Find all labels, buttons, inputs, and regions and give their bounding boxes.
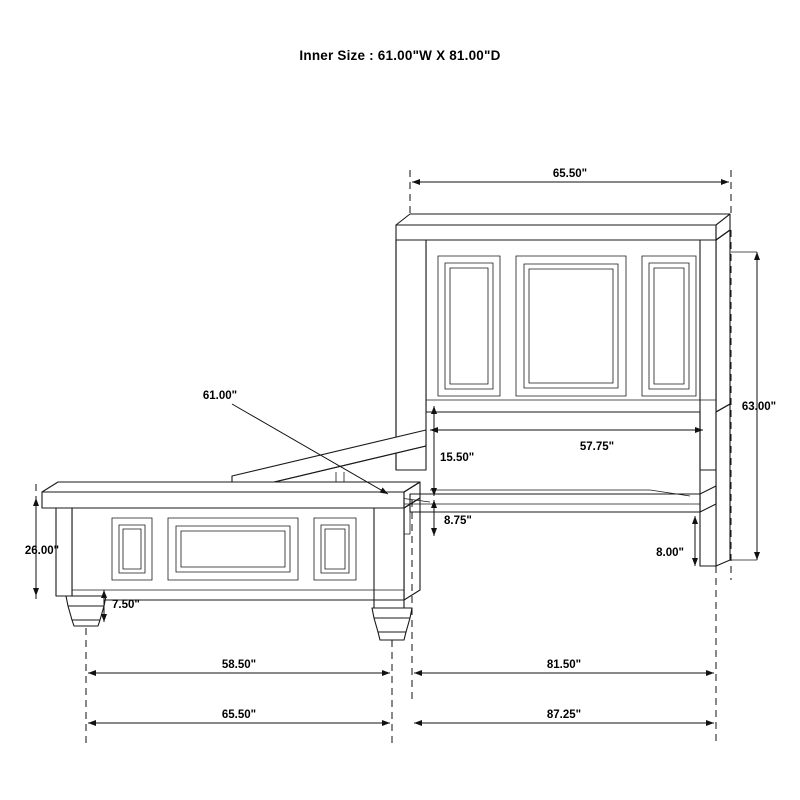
dimension-rail-clearance	[656, 516, 695, 566]
label-rail-lower-height: 8.75"	[444, 515, 472, 527]
label-headboard-height: 63.00"	[741, 401, 777, 413]
dimension-overall-length	[414, 709, 714, 723]
dimension-side-rail-length	[414, 659, 714, 673]
label-mattress-width: 61.00"	[202, 390, 238, 402]
label-overall-width: 65.50"	[221, 709, 257, 721]
dimension-footboard-width	[88, 659, 390, 673]
dimension-mattress-width	[203, 390, 388, 494]
label-footboard-width: 58.50"	[221, 659, 257, 671]
dimension-overall-width	[88, 709, 390, 723]
footboard-group	[42, 482, 420, 640]
label-footboard-height: 26.00"	[24, 545, 60, 557]
label-rail-clearance: 8.00"	[656, 547, 684, 559]
headboard-group	[396, 214, 730, 566]
label-headboard-width: 65.50"	[552, 168, 588, 180]
label-headboard-inner-width: 57.75"	[579, 441, 615, 453]
dimension-headboard-inner-width	[430, 430, 703, 453]
dimension-headboard-width	[412, 168, 729, 182]
dimension-headboard-height	[731, 252, 776, 560]
page-title: Inner Size : 61.00"W X 81.00"D	[299, 48, 501, 63]
label-rail-top-height: 15.50"	[440, 452, 475, 464]
label-foot-post-height: 7.50"	[112, 599, 140, 611]
label-overall-length: 87.25"	[546, 709, 582, 721]
dimension-rail-top-height	[434, 406, 474, 496]
label-side-rail-length: 81.50"	[546, 659, 582, 671]
dimension-footboard-height	[25, 498, 59, 596]
